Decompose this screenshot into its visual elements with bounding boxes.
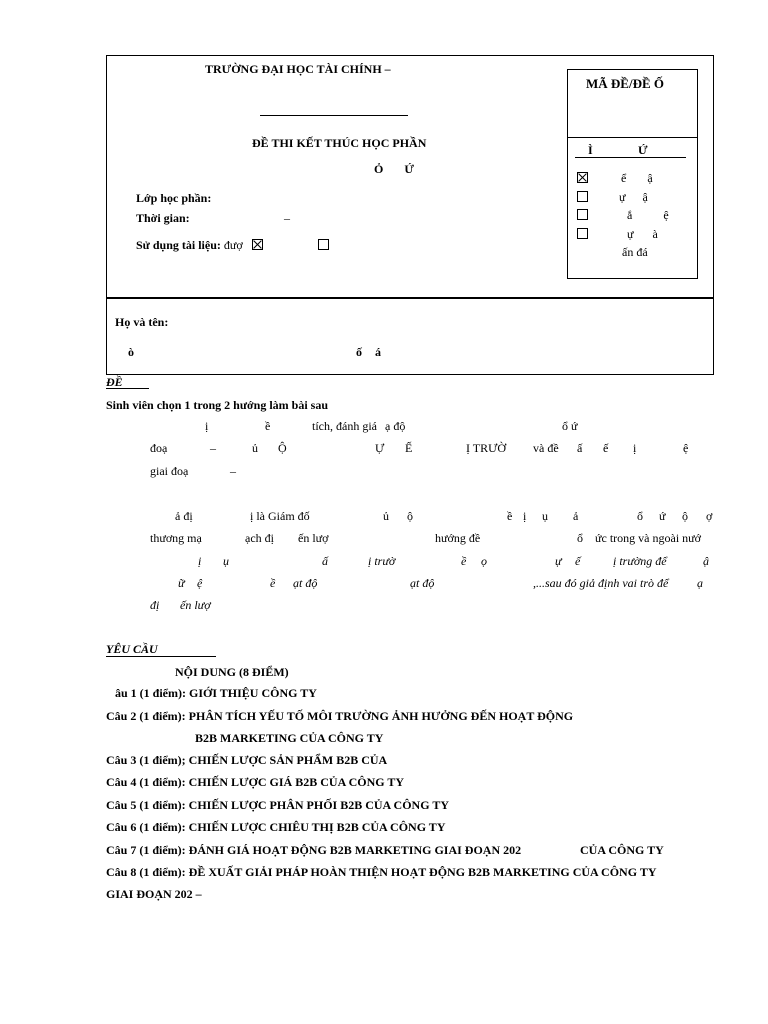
format-title-a: Ì [588, 143, 593, 157]
materials-allowed-checkbox [252, 239, 263, 250]
question-6: Câu 6 (1 điểm): CHIẾN LƯỢC CHIÊU THỊ B2B CỦA CÔNG TY [106, 820, 446, 834]
topic-text-p6-8: ị trường để [613, 554, 667, 568]
topic-text-p2-7: và đề [533, 441, 559, 455]
question-8-cont: GIAI ĐOẠN 202 – [106, 887, 202, 901]
student-line2-a: ò [128, 345, 134, 359]
format-option-4-cont: ấn đá [622, 245, 648, 259]
topic-text-p4-7: ả [573, 509, 579, 523]
topic-text-p4-0: ả đị [175, 509, 193, 523]
topic-text-p1-2: tích, đánh giá [312, 419, 377, 433]
topic-text-p7-4: ạt độ [410, 576, 435, 590]
topic-text-p4-1: ị là Giám đố [250, 509, 310, 523]
question-5: Câu 5 (1 điểm): CHIẾN LƯỢC PHÂN PHỐI B2B CỦA CÔNG TY [106, 798, 450, 812]
topic-text-p7-1: ệ [197, 576, 203, 590]
topic-text-p2-11: ệ [683, 441, 689, 455]
exam-code-label: MÃ ĐỀ/ĐỀ Ố [586, 76, 664, 91]
topic-text-p6-5: ọ [481, 554, 487, 568]
topic-text-p6-4: ề [461, 554, 467, 568]
class-label: Lớp học phần: [136, 191, 212, 205]
de-heading-underline [106, 388, 149, 389]
format-title-underline [575, 157, 686, 158]
topic-text-p5-4: ổ [577, 531, 583, 545]
topic-text-p6-9: ậ [703, 554, 709, 568]
topic-text-p2-2: ủ [252, 441, 258, 455]
question-8: Câu 8 (1 điểm): ĐỀ XUẤT GIẢI PHÁP HOÀN THIỆN HOẠT ĐỘNG B2B MARKETING CỦA CÔNG TY [106, 865, 657, 879]
materials-not-allowed-checkbox [318, 239, 329, 250]
student-line2-b: ố á [356, 345, 381, 359]
topic-text-p2-4: Ự [375, 441, 385, 455]
topic-text-p4-4: ề [507, 509, 513, 523]
topic-text-p3-1: – [230, 464, 236, 478]
topic-text-p7-6: ạ [697, 576, 703, 590]
topic-text-p4-11: ợ [706, 509, 713, 523]
topic-text-p8-1: ến lượ [180, 598, 211, 612]
topic-text-p2-1: – [210, 441, 216, 455]
topic-text-p1-4: ổ ứ [562, 419, 578, 433]
topic-text-p6-6: ự [555, 554, 562, 568]
time-dash: – [284, 211, 290, 225]
time-label: Thời gian: [136, 211, 190, 225]
format-option-4-checkbox [577, 228, 588, 239]
question-7-cont: CỦA CÔNG TY [580, 843, 664, 857]
topic-text-p6-0: ị [198, 554, 202, 568]
exam-title: ĐỀ THI KẾT THÚC HỌC PHẦN [252, 136, 427, 150]
topic-text-p7-0: ữ [178, 576, 185, 590]
student-name-label: Họ và tên: [115, 315, 169, 329]
exam-subtitle: Ỏ Ứ [374, 162, 414, 176]
topic-text-p2-5: Ế [405, 441, 413, 455]
requirements-heading: YÊU CẦU [106, 642, 158, 656]
format-option-2-checkbox [577, 191, 588, 202]
format-option-1: ể ậ [577, 171, 653, 186]
topic-text-p5-5: ức trong và ngoài nướ [595, 531, 701, 545]
topic-text-p6-2: ấ [322, 554, 328, 568]
topic-text-p5-3: hướng đề [435, 531, 481, 545]
signature-line [260, 115, 408, 116]
topic-text-p7-3: ạt độ [293, 576, 318, 590]
format-title-b: Ứ [638, 143, 648, 157]
de-intro: Sinh viên chọn 1 trong 2 hướng làm bài sau [106, 398, 329, 412]
format-option-2: ự ậ [577, 190, 648, 205]
question-3: Câu 3 (1 điểm); CHIẾN LƯỢC SẢN PHẨM B2B CỦA [106, 753, 388, 767]
topic-text-p4-6: ụ [542, 509, 548, 523]
topic-text-p1-0: ị [205, 419, 209, 433]
topic-text-p1-1: ề [265, 419, 271, 433]
topic-text-p2-10: ị [633, 441, 637, 455]
topic-text-p4-5: ị [523, 509, 527, 523]
topic-text-p6-1: ụ [223, 554, 229, 568]
topic-text-p4-2: ủ [383, 509, 389, 523]
topic-text-p4-3: ộ [407, 509, 413, 523]
question-2-cont: B2B MARKETING CỦA CÔNG TY [195, 731, 384, 745]
topic-text-p2-9: ế [603, 441, 609, 455]
content-title: NỘI DUNG (8 ĐIỂM) [175, 665, 289, 679]
topic-text-p7-5: ,...sau đó giả định vai trò để [533, 576, 669, 590]
question-7: Câu 7 (1 điểm): ĐÁNH GIÁ HOẠT ĐỘNG B2B MARKETING GIAI ĐOẠN 202 [106, 843, 522, 857]
topic-text-p3-0: giai đoạ [150, 464, 189, 478]
topic-text-p6-3: ị trườ [368, 554, 396, 568]
de-heading: ĐỀ [106, 375, 123, 389]
topic-text-p4-10: ộ [682, 509, 688, 523]
materials-allowed: đượ [223, 238, 243, 252]
format-option-4: ự à [577, 227, 658, 242]
format-option-1-checkbox [577, 172, 588, 183]
topic-text-p2-8: ấ [577, 441, 583, 455]
materials-row [136, 238, 329, 253]
topic-text-p8-0: đị [150, 598, 160, 612]
topic-text-p7-2: ề [270, 576, 276, 590]
topic-text-p4-9: ứ [659, 509, 666, 523]
format-option-3: ắ ệ [577, 208, 669, 223]
topic-text-p4-8: ổ [637, 509, 643, 523]
question-4: Câu 4 (1 điểm): CHIẾN LƯỢC GIÁ B2B CỦA CÔNG TY [106, 775, 405, 789]
student-frame [106, 297, 714, 375]
question-1: âu 1 (1 điểm): GIỚI THIỆU CÔNG TY [115, 686, 317, 700]
requirements-underline [106, 656, 216, 657]
topic-text-p5-2: ến lượ [298, 531, 329, 545]
question-2: Câu 2 (1 điểm): PHÂN TÍCH YẾU TỐ MÔI TRƯỜNG ẢNH HƯỞNG ĐẾN HOẠT ĐỘNG [106, 709, 574, 723]
topic-text-p2-0: đoạ [150, 441, 168, 455]
topic-text-p5-0: thương mạ [150, 531, 202, 545]
topic-text-p2-3: Ộ [278, 441, 287, 455]
topic-text-p1-3: ạ độ [385, 419, 406, 433]
topic-text-p6-7: ế [575, 554, 581, 568]
materials-label: Sử dụng tài liệu: [136, 238, 221, 252]
topic-text-p5-1: ạch đị [245, 531, 274, 545]
topic-text-p2-6: Ị TRƯỜ [466, 441, 507, 455]
university-name: TRƯỜNG ĐẠI HỌC TÀI CHÍNH – [205, 62, 391, 76]
format-option-3-checkbox [577, 209, 588, 220]
